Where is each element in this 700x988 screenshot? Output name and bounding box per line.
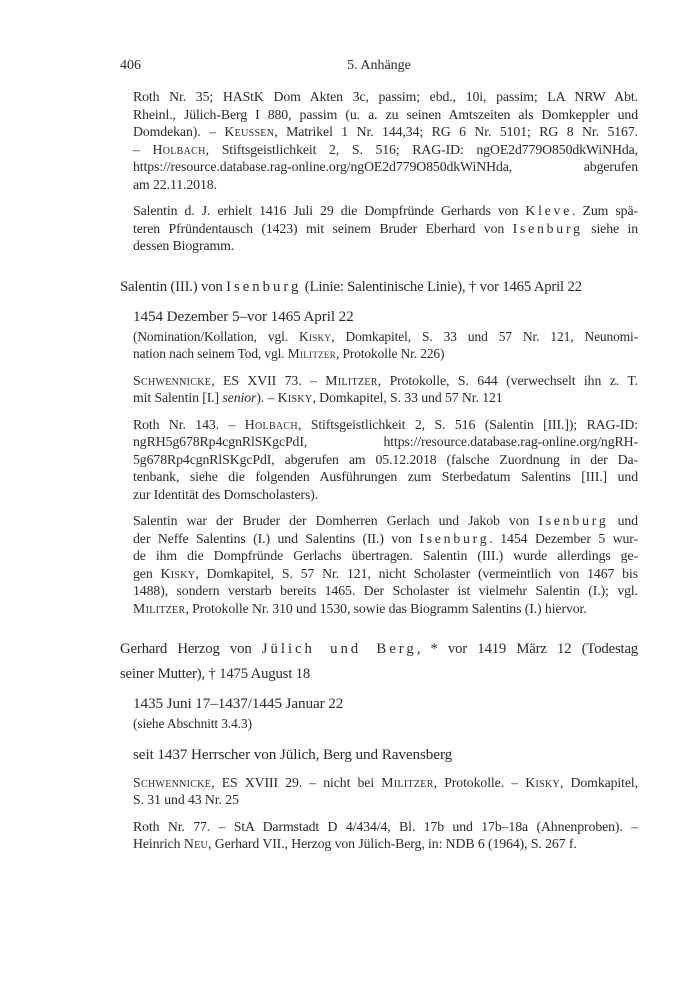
text-run: 1435 Juni 17–1437/1445 Januar 22	[133, 695, 344, 712]
letterspaced-name: Kleve	[525, 203, 573, 218]
text-line	[133, 451, 638, 469]
text-run: ). –	[256, 390, 278, 405]
text-line	[120, 637, 638, 662]
office-line-gerhard	[133, 745, 638, 765]
smallcaps-name: Kisky	[160, 565, 196, 581]
text-run: Roth Nr. 35; HAStK Dom Akten 3c, passim; ebd., 10i, passim; LA NRW Abt.	[133, 89, 638, 104]
letterspaced-name: Isenburg	[226, 278, 302, 295]
text-line	[133, 237, 638, 255]
text-run: S. 31 und 43 Nr. 25	[133, 792, 239, 807]
text-line	[133, 176, 638, 194]
text-run: , Domkapitel,	[560, 774, 639, 790]
smallcaps-name: Schwennicke	[133, 372, 212, 388]
tenure-dates-gerhard	[133, 694, 638, 714]
running-header	[120, 57, 638, 74]
text-run: teren Pfründentausch (1423) mit seinem Bruder Eberhard von	[133, 220, 513, 236]
smallcaps-name: Kisky	[277, 390, 313, 405]
text-line	[133, 582, 638, 600]
text-line	[133, 345, 638, 363]
text-run: Salentin d. J. erhielt 1416 Juli 29 die Dompfründe Gerhards von	[133, 203, 526, 218]
smallcaps-name: Militzer	[381, 774, 434, 790]
literature-schwennicke-es-xviii	[133, 774, 638, 809]
text-run: seiner Mutter), † 1475 August 18	[120, 666, 311, 682]
text-line	[133, 547, 638, 565]
italic-term: senior	[222, 390, 257, 405]
letterspaced-name: Isenburg	[512, 220, 583, 236]
text-run: (Linie: Salentinische Linie), † vor 1465 April 22	[301, 278, 582, 295]
text-line	[133, 88, 638, 106]
text-run: Heinrich	[133, 836, 184, 851]
text-line	[133, 530, 638, 548]
smallcaps-name: Holbach	[244, 416, 298, 432]
smallcaps-name: Militzer	[325, 372, 378, 388]
entry-heading-salentin-iii	[120, 275, 638, 300]
text-run: siehe in	[582, 220, 638, 236]
text-run: https://resource.database.rag-online.org/ngOE2d779O850dkWiNHda, abgerufen	[133, 159, 638, 174]
running-header-title: 5. Anhänge	[347, 58, 411, 73]
text-run: am 22.11.2018.	[133, 176, 217, 192]
smallcaps-name: Kisky	[299, 328, 332, 344]
text-run: dessen Biogramm.	[133, 238, 235, 253]
text-run: (Nomination/Kollation, vgl.	[133, 328, 300, 344]
letterspaced-name: Isenburg	[419, 530, 490, 546]
text-line	[133, 818, 638, 836]
text-run: 1454 Dezember 5–vor 1465 April 22	[133, 307, 354, 325]
text-run: seit 1437 Herrscher von Jülich, Berg und Ravensberg	[133, 745, 453, 763]
bibliography-paragraph-roth-35	[133, 88, 638, 193]
text-line	[133, 158, 638, 176]
text-run: tenbank, siehe die folgenden Ausführungen zum Sterbedatum Salentins [III.] und	[133, 469, 638, 484]
document-body	[120, 88, 638, 853]
text-run: de ihm die Dompfründe Gerlachs übertragen. Salentin (III.) wurde allerdings ge-	[133, 548, 638, 563]
text-line	[133, 328, 638, 346]
text-run: Roth Nr. 143. –	[133, 416, 245, 432]
text-line	[133, 220, 638, 238]
smallcaps-name: Militzer	[287, 346, 337, 361]
text-run: , ES XVII 73. –	[211, 372, 326, 388]
text-run: , Domkapitel, S. 33 und 57 Nr. 121	[312, 390, 503, 405]
text-run: nation nach seinem Tod, vgl.	[133, 346, 288, 361]
text-run: , ES XVIII 29. – nicht bei	[211, 774, 382, 790]
bibliography-roth-143	[133, 416, 638, 504]
text-run: , Domkapitel, S. 57 Nr. 121, nicht Scholaster (vermeintlich von 1467 bis	[195, 565, 638, 581]
text-line	[133, 141, 638, 159]
text-line	[133, 486, 638, 504]
text-run: , Matrikel 1 Nr. 144,34; RG 6 Nr. 5101; RG 8 Nr. 5167.	[274, 124, 639, 139]
text-run: 5g678Rp4cgnRlSKgcPdI, abgerufen am 05.12.2018 (falsche Zuordnung in der Da-	[133, 451, 638, 467]
text-line	[133, 715, 638, 733]
text-line	[133, 835, 638, 853]
text-run: , Gerhard VII., Herzog von Jülich-Berg, in: NDB 6 (1964), S. 267 f.	[208, 836, 577, 851]
commentary-salentin-iii	[133, 512, 638, 617]
tenure-note-salentin-iii	[133, 328, 638, 363]
text-line	[133, 565, 638, 583]
text-run: Salentin war der Bruder der Domherren Gerlach und Jakob von	[133, 513, 539, 528]
text-run: , Stiftsgeistlichkeit 2, S. 516; RAG-ID: ngOE2d779O850dkWiNHda,	[205, 141, 638, 157]
text-run: und	[608, 513, 638, 528]
text-line	[133, 468, 638, 486]
biogram-note-salentin-d-j	[133, 202, 638, 255]
text-line	[133, 791, 638, 809]
text-line	[133, 416, 638, 434]
text-run: , * vor 1419 März 12 (Todestag	[416, 641, 639, 657]
text-run: , Protokolle Nr. 310 und 1530, sowie das Biogramm Salentins (I.) hiervor.	[185, 600, 587, 616]
smallcaps-name: Holbach	[152, 141, 206, 157]
text-run: Salentin (III.) von	[120, 278, 227, 295]
text-line	[133, 600, 638, 618]
text-run: Domdekan). –	[133, 124, 225, 139]
text-line	[133, 389, 638, 407]
text-run: mit Salentin [I.]	[133, 390, 223, 405]
text-run: , Protokolle. –	[433, 774, 526, 790]
text-run: . 1454 Dezember 5 wur-	[489, 530, 639, 546]
text-line	[133, 123, 638, 141]
smallcaps-name: Schwennicke	[133, 774, 212, 790]
text-line	[120, 662, 638, 687]
text-run: der Neffe Salentins (I.) und Salentins (II.) von	[133, 530, 420, 546]
text-run: , Domkapitel, S. 33 und 57 Nr. 121, Neunomi-	[331, 328, 638, 344]
text-line	[133, 512, 638, 530]
text-run: , Protokolle, S. 644 (verwechselt ihn z. T.	[377, 372, 638, 388]
text-line	[133, 202, 638, 220]
text-line	[133, 694, 638, 714]
text-run: gen	[133, 565, 161, 581]
letterspaced-name: Jülich und Berg	[261, 641, 417, 657]
text-line	[133, 433, 638, 451]
smallcaps-name: Keussen	[224, 124, 275, 139]
text-run: 1488), sondern verstarb bereits 1465. Der Scholaster ist vielmehr Salentin (I.); vgl.	[133, 583, 638, 598]
text-line	[133, 372, 638, 390]
text-run: –	[133, 141, 153, 157]
text-run: Rheinl., Jülich-Berg I 880, passim (u. a. zu seinen Amtszeiten als Domkeppler und	[133, 106, 638, 122]
text-line	[133, 307, 638, 327]
letterspaced-name: Isenburg	[538, 513, 609, 528]
text-run: Gerhard Herzog von	[120, 641, 262, 657]
text-line	[133, 106, 638, 124]
bibliography-roth-77	[133, 818, 638, 853]
text-run: ngRH5g678Rp4cgnRlSKgcPdI, https://resource.database.rag-online.org/ngRH-	[133, 434, 638, 449]
text-run: , Stiftsgeistlichkeit 2, S. 516 (Salentin [III.]); RAG-ID:	[297, 416, 638, 432]
text-line	[120, 275, 638, 300]
tenure-dates-salentin-iii	[133, 307, 638, 327]
text-run: . Zum spä-	[572, 203, 638, 218]
text-run: Roth Nr. 77. – StA Darmstadt D 4/434/4, Bl. 17b und 17b–18a (Ahnenproben). –	[133, 818, 638, 834]
text-run: zur Identität des Domscholasters).	[133, 486, 319, 502]
literature-schwennicke-es-xvii	[133, 372, 638, 407]
text-line	[133, 745, 638, 765]
smallcaps-name: Kisky	[525, 774, 560, 790]
text-line	[133, 774, 638, 792]
page-number: 406	[120, 58, 141, 73]
smallcaps-name: Militzer	[133, 600, 186, 616]
running-header-spacer	[578, 57, 638, 74]
text-run: (siehe Abschnitt 3.4.3)	[133, 716, 252, 731]
entry-heading-gerhard-juelich-berg	[120, 637, 638, 687]
tenure-note-gerhard	[133, 715, 638, 733]
smallcaps-name: Neu	[183, 836, 209, 851]
text-run: , Protokolle Nr. 226)	[336, 346, 445, 361]
